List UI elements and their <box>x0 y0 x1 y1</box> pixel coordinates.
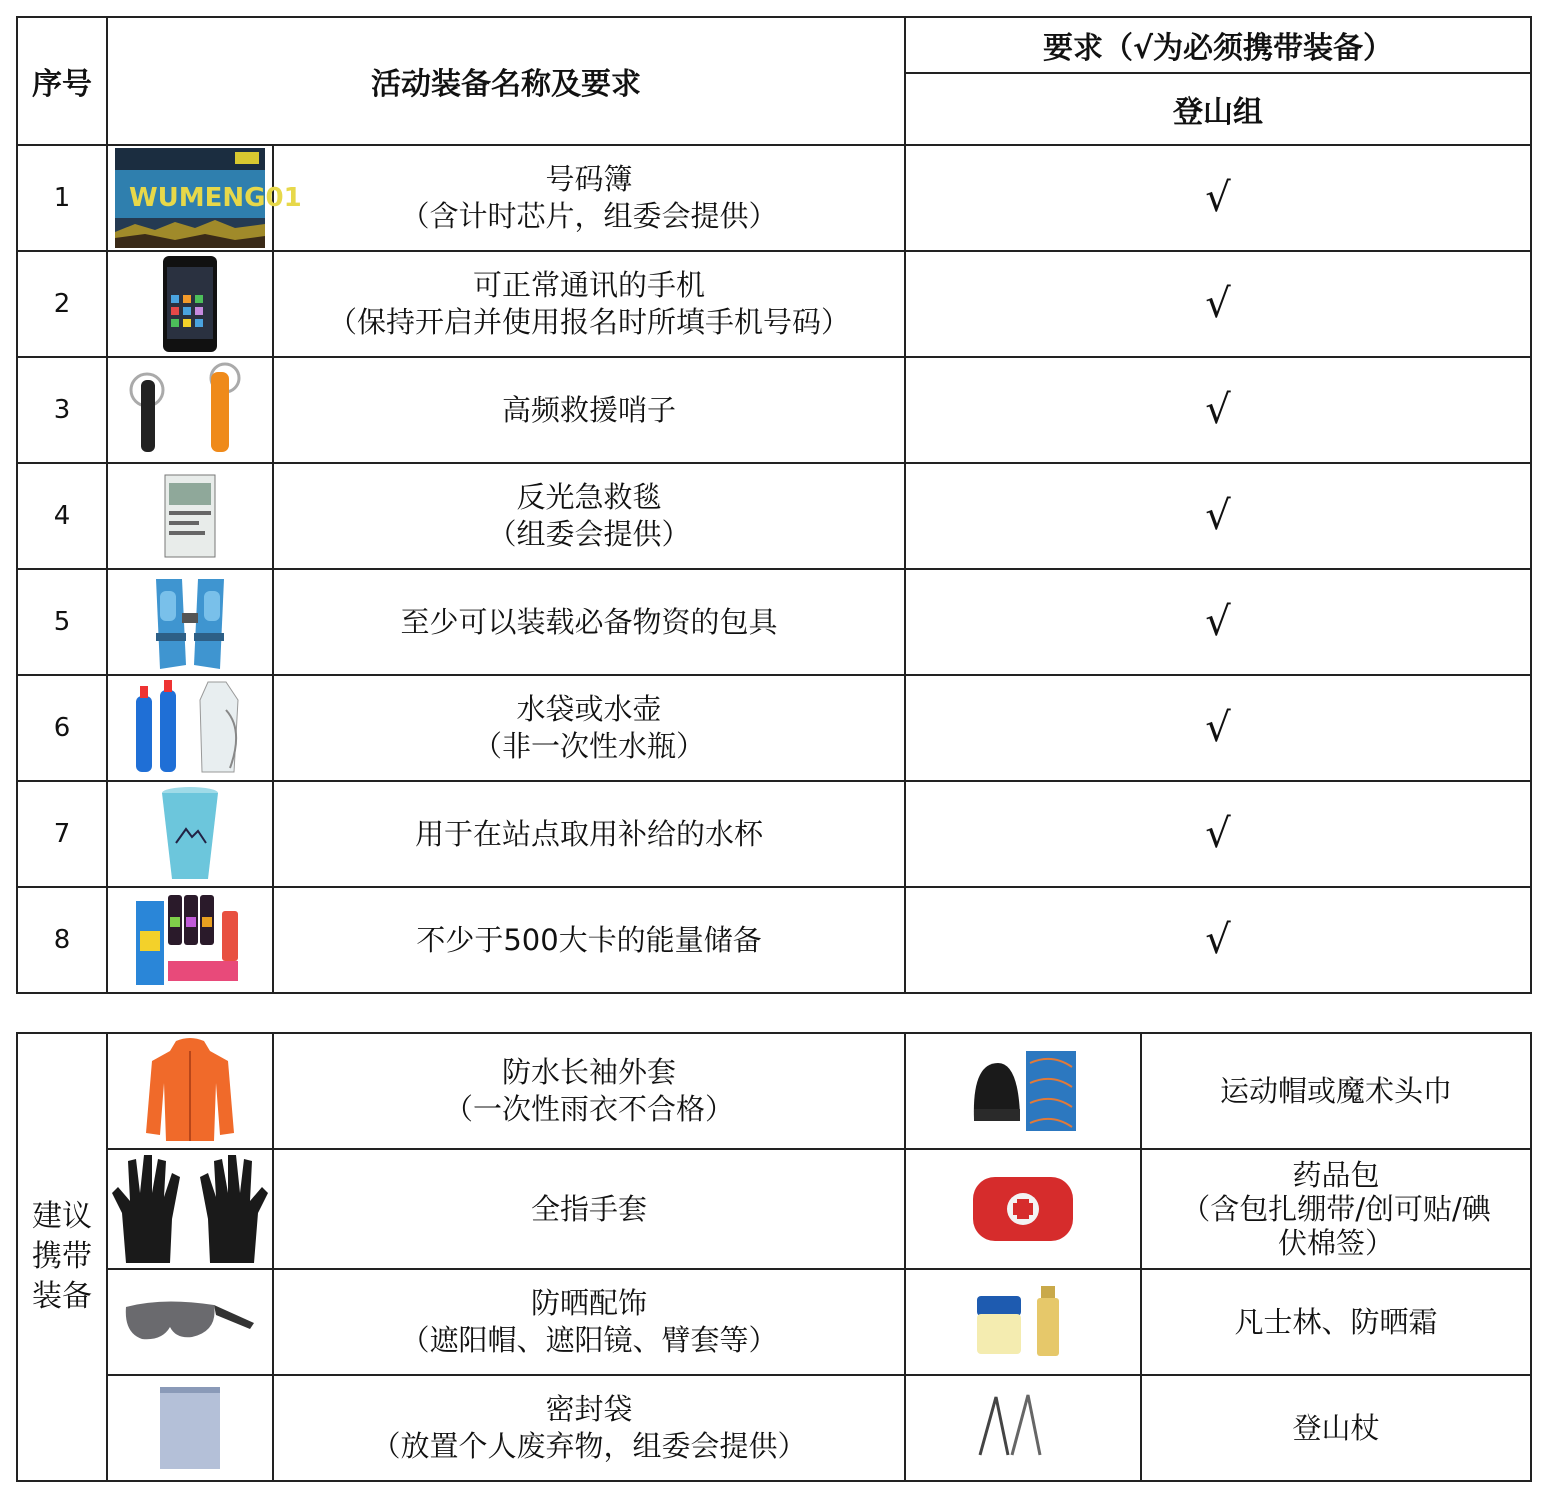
check-mark: √ <box>905 357 1531 463</box>
row-number: 2 <box>17 251 107 357</box>
header-group: 登山组 <box>905 73 1531 145</box>
item-description: 密封袋 （放置个人废弃物，组委会提供） <box>273 1375 905 1481</box>
row-number: 7 <box>17 781 107 887</box>
bib-text: WUMENG01 <box>129 183 302 213</box>
check-mark: √ <box>905 781 1531 887</box>
check-mark: √ <box>905 887 1531 993</box>
check-mark: √ <box>905 463 1531 569</box>
item-description: 可正常通讯的手机 （保持开启并使用报名时所填手机号码） <box>273 251 905 357</box>
item-description: 全指手套 <box>273 1149 905 1269</box>
hat-buff-icon <box>905 1033 1141 1149</box>
sunscreen-icon <box>905 1269 1141 1375</box>
item-description: 防晒配饰 （遮阳帽、遮阳镜、臂套等） <box>273 1269 905 1375</box>
whistle-icon <box>107 357 273 463</box>
table-row <box>17 569 1531 675</box>
item-description: 药品包 （含包扎绷带/创可贴/碘 伏棉签） <box>1141 1149 1531 1269</box>
row-number: 1 <box>17 145 107 251</box>
item-description: 号码簿 （含计时芯片，组委会提供） <box>273 145 905 251</box>
required-equipment-table <box>16 16 1532 994</box>
table-row <box>17 1375 1531 1481</box>
item-description: 运动帽或魔术头巾 <box>1141 1033 1531 1149</box>
mobile-phone-icon <box>107 251 273 357</box>
gloves-icon <box>107 1149 273 1269</box>
check-mark: √ <box>905 251 1531 357</box>
table-row <box>17 463 1531 569</box>
water-bottle-icon <box>107 675 273 781</box>
emergency-blanket-icon <box>107 463 273 569</box>
table-row <box>17 145 1531 251</box>
header-name: 活动装备名称及要求 <box>107 17 905 145</box>
jacket-icon <box>107 1033 273 1149</box>
first-aid-kit-icon <box>905 1149 1141 1269</box>
row-number: 4 <box>17 463 107 569</box>
row-number: 5 <box>17 569 107 675</box>
cup-icon <box>107 781 273 887</box>
table-row <box>17 251 1531 357</box>
row-number: 8 <box>17 887 107 993</box>
table-row <box>17 1269 1531 1375</box>
item-description: 水袋或水壶 （非一次性水瓶） <box>273 675 905 781</box>
item-description: 不少于500大卡的能量储备 <box>273 887 905 993</box>
item-description: 反光急救毯 （组委会提供） <box>273 463 905 569</box>
race-bib-icon <box>107 145 302 251</box>
table-row <box>17 1149 1531 1269</box>
check-mark: √ <box>905 569 1531 675</box>
zip-bag-icon <box>107 1375 273 1481</box>
row-number: 3 <box>17 357 107 463</box>
table-row <box>17 781 1531 887</box>
table-row <box>17 357 1531 463</box>
item-description: 高频救援哨子 <box>273 357 905 463</box>
backpack-icon <box>107 569 273 675</box>
trekking-poles-icon <box>905 1375 1141 1481</box>
check-mark: √ <box>905 675 1531 781</box>
table-row <box>17 887 1531 993</box>
check-mark: √ <box>905 145 1531 251</box>
table-row <box>17 675 1531 781</box>
header-requirement: 要求（√为必须携带装备） <box>905 17 1531 73</box>
item-description: 用于在站点取用补给的水杯 <box>273 781 905 887</box>
item-description: 防水长袖外套 （一次性雨衣不合格） <box>273 1033 905 1149</box>
table-row <box>17 1033 1531 1149</box>
sunglasses-icon <box>107 1269 273 1375</box>
header-seq: 序号 <box>17 17 107 145</box>
row-number: 6 <box>17 675 107 781</box>
item-description: 登山杖 <box>1141 1375 1531 1481</box>
suggested-equipment-table <box>16 1032 1532 1482</box>
item-description: 凡士林、防晒霜 <box>1141 1269 1531 1375</box>
item-description: 至少可以装载必备物资的包具 <box>273 569 905 675</box>
energy-food-icon <box>107 887 273 993</box>
suggested-label: 建议 携带 装备 <box>17 1033 107 1481</box>
